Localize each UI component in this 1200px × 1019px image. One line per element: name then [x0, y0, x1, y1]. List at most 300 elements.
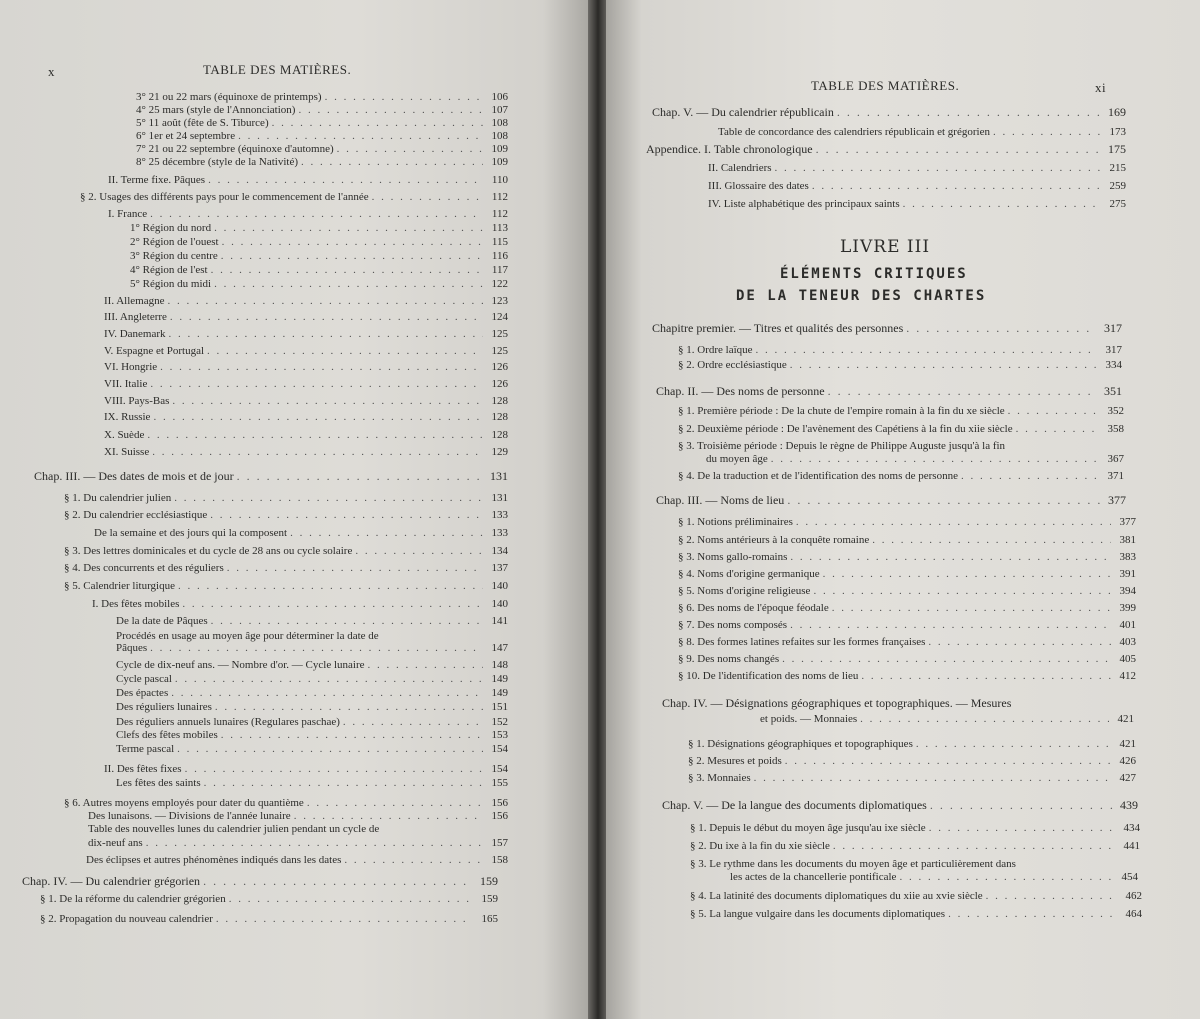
right-top-toc-entry	[708, 180, 1126, 193]
toc-entry-title: Des éclipses et autres phénomènes indiqués dans les dates	[86, 854, 342, 866]
toc-entry-page: 412	[1119, 670, 1136, 682]
toc-entry-page: 159	[481, 893, 498, 905]
left-toc-entry	[104, 429, 508, 442]
left-toc-entry	[130, 236, 508, 249]
toc-entry-page: 141	[491, 615, 508, 627]
dot-leader	[1016, 423, 1099, 436]
dot-leader	[872, 534, 1111, 547]
left-toc-entry	[104, 395, 508, 408]
dot-leader	[790, 551, 1111, 564]
toc-entry-title: § 2. Noms antérieurs à la conquête romaine	[678, 534, 870, 546]
dot-leader	[214, 278, 483, 291]
toc-entry-title: XI. Suisse	[104, 446, 150, 458]
dot-leader	[174, 492, 483, 505]
toc-entry-page: 131	[491, 492, 508, 504]
left-toc-entry	[40, 913, 498, 926]
toc-entry-title: VII. Italie	[104, 378, 148, 390]
dot-leader	[861, 670, 1111, 683]
toc-entry-page: 128	[491, 429, 508, 441]
right-toc-entry	[678, 344, 1122, 357]
toc-entry-page: 441	[1123, 840, 1140, 852]
right-toc-entry	[690, 858, 1138, 871]
livre-title: LIVRE III	[840, 237, 931, 257]
toc-entry-title: § 2. Propagation du nouveau calendrier	[40, 913, 213, 925]
toc-entry-page: 131	[490, 469, 508, 483]
toc-entry-title: Des lunaisons. — Divisions de l'année lunaire	[88, 810, 291, 822]
toc-entry-page: 115	[491, 236, 508, 248]
right-toc-entry	[688, 772, 1136, 785]
dot-leader	[153, 411, 483, 424]
toc-entry-page: 153	[491, 729, 508, 741]
toc-entry-page: 109	[491, 143, 508, 155]
dot-leader	[227, 562, 483, 575]
toc-entry-title: § 4. La latinité des documents diplomatiques du xiie au xvie siècle	[690, 890, 983, 902]
toc-entry-title: § 3. Troisième période : Depuis le règne de Philippe Auguste jusqu'à la fin	[678, 440, 1006, 452]
dot-leader	[860, 713, 1109, 726]
right-toc-entry	[678, 670, 1136, 683]
toc-entry-page: 317	[1104, 321, 1122, 335]
toc-entry-page: 173	[1109, 126, 1126, 138]
right-page	[606, 0, 1200, 1019]
right-toc-entry	[678, 619, 1136, 632]
left-toc-entry	[64, 797, 508, 810]
dot-leader	[928, 636, 1111, 649]
dot-leader	[272, 117, 483, 130]
left-toc-entry	[88, 837, 508, 850]
left-page	[0, 0, 590, 1019]
toc-entry-page: 403	[1119, 636, 1136, 648]
dot-leader	[150, 378, 483, 391]
dot-leader	[796, 516, 1111, 529]
toc-entry-title: II. Des fêtes fixes	[104, 763, 182, 775]
dot-leader	[229, 893, 473, 906]
dot-leader	[171, 687, 483, 700]
dot-leader	[301, 156, 483, 169]
toc-entry-page: 106	[491, 91, 508, 103]
left-toc-entry	[104, 311, 508, 324]
toc-entry-title: Table de concordance des calendriers républicain et grégorien	[718, 126, 990, 138]
dot-leader	[790, 359, 1097, 372]
dot-leader	[215, 701, 483, 714]
dot-leader	[771, 453, 1099, 466]
left-toc-entry	[136, 130, 508, 143]
toc-entry-title: § 1. Depuis le début du moyen âge jusqu'au ixe siècle	[690, 822, 926, 834]
toc-entry-title: Appendice. I. Table chronologique	[646, 142, 813, 156]
right-toc-entry	[678, 470, 1124, 483]
right-toc-entry	[678, 551, 1136, 564]
dot-leader	[813, 585, 1111, 598]
left-toc-entry	[64, 509, 508, 522]
toc-entry-page: 405	[1119, 653, 1136, 665]
toc-entry-page: 352	[1107, 405, 1124, 417]
dot-leader	[185, 763, 483, 776]
toc-entry-title: § 2. Deuxième période : De l'avènement des Capétiens à la fin du xiie siècle	[678, 423, 1013, 435]
toc-entry-page: 108	[491, 117, 508, 129]
toc-entry-page: 126	[491, 361, 508, 373]
dot-leader	[222, 236, 483, 249]
right-top-toc-entry	[718, 126, 1126, 139]
right-toc-entry	[690, 840, 1140, 853]
toc-entry-page: 149	[491, 687, 508, 699]
toc-entry-page: 123	[491, 295, 508, 307]
left-toc-entry	[88, 823, 508, 836]
left-toc-entry	[104, 295, 508, 308]
right-toc-entry	[678, 534, 1136, 547]
toc-entry-page: 126	[491, 378, 508, 390]
left-toc-entry	[136, 143, 508, 156]
left-toc-entry	[92, 598, 508, 611]
left-toc-entry	[130, 278, 508, 291]
dot-leader	[207, 345, 483, 358]
toc-entry-page: 117	[491, 264, 508, 276]
left-toc-entry	[116, 642, 508, 655]
right-toc-entry	[730, 871, 1138, 884]
toc-entry-title: § 3. Des lettres dominicales et du cycle de 28 ans ou cycle solaire	[64, 545, 353, 557]
left-toc-entry	[22, 875, 498, 888]
right-toc-entry	[656, 494, 1126, 507]
dot-leader	[986, 890, 1117, 903]
toc-entry-title: § 1. Notions préliminaires	[678, 516, 793, 528]
right-running-header: TABLE DES MATIÈRES.	[811, 78, 960, 93]
toc-entry-title: Cycle pascal	[116, 673, 172, 685]
toc-entry-page: 108	[491, 130, 508, 142]
dot-leader	[221, 250, 483, 263]
left-toc-entry	[108, 174, 508, 187]
toc-entry-page: 134	[491, 545, 508, 557]
toc-entry-page: 113	[491, 222, 508, 234]
toc-entry-page: 148	[491, 659, 508, 671]
left-toc-entry	[116, 687, 508, 700]
dot-leader	[756, 344, 1097, 357]
toc-entry-page: 421	[1117, 713, 1134, 725]
dot-leader	[337, 143, 483, 156]
dot-leader	[216, 913, 473, 926]
right-toc-entry	[690, 822, 1140, 835]
toc-entry-title: § 2. Mesures et poids	[688, 755, 782, 767]
left-toc-entry	[104, 411, 508, 424]
toc-entry-title: VIII. Pays-Bas	[104, 395, 170, 407]
left-toc-entry	[64, 492, 508, 505]
toc-entry-title: Chap. V. — De la langue des documents diplomatiques	[662, 798, 927, 812]
right-toc-entry	[662, 697, 1134, 710]
dot-leader	[775, 162, 1101, 175]
right-toc-entry	[678, 405, 1124, 418]
toc-entry-page: 377	[1108, 493, 1126, 507]
toc-entry-title: § 4. Noms d'origine germanique	[678, 568, 820, 580]
toc-entry-title: § 10. De l'identification des noms de lieu	[678, 670, 859, 682]
toc-entry-page: 128	[491, 411, 508, 423]
dot-leader	[993, 126, 1101, 139]
toc-entry-title: Des réguliers annuels lunaires (Regulares paschae)	[116, 716, 340, 728]
dot-leader	[290, 527, 483, 540]
dot-leader	[172, 395, 483, 408]
toc-entry-page: 137	[491, 562, 508, 574]
left-toc-entry	[88, 810, 508, 823]
left-toc-entry	[86, 854, 508, 867]
left-toc-entry	[116, 659, 508, 672]
toc-entry-page: 158	[491, 854, 508, 866]
toc-entry-title: § 7. Des noms composés	[678, 619, 788, 631]
dot-leader	[238, 130, 483, 143]
toc-entry-title: IV. Liste alphabétique des principaux saints	[708, 198, 900, 210]
dot-leader	[178, 580, 483, 593]
toc-entry-title: § 2. Du calendrier ecclésiastique	[64, 509, 208, 521]
toc-entry-title: Chap. IV. — Du calendrier grégorien	[22, 874, 201, 888]
right-toc-entry	[652, 322, 1122, 335]
toc-entry-title: Chap. III. — Des dates de mois et de jour	[34, 469, 234, 483]
left-toc-entry	[116, 777, 508, 790]
toc-entry-title: I. Des fêtes mobiles	[92, 598, 180, 610]
toc-entry-title: 3° 21 ou 22 mars (équinoxe de printemps)	[136, 91, 322, 103]
toc-entry-page: 165	[481, 913, 498, 925]
right-toc-entry	[678, 516, 1136, 529]
toc-entry-page: 169	[1108, 105, 1126, 119]
left-toc-entry	[34, 470, 508, 483]
toc-entry-page: 351	[1104, 384, 1122, 398]
toc-entry-title: § 9. Des noms changés	[678, 653, 780, 665]
dot-leader	[294, 810, 483, 823]
toc-entry-page: 454	[1121, 871, 1138, 883]
toc-entry-page: 275	[1109, 198, 1126, 210]
toc-entry-page: 464	[1125, 908, 1142, 920]
toc-entry-page: 133	[491, 527, 508, 539]
dot-leader	[170, 311, 483, 324]
toc-entry-title: § 5. Calendrier liturgique	[64, 580, 175, 592]
toc-entry-title: Table des nouvelles lunes du calendrier julien pendant un cycle de	[88, 823, 380, 835]
right-toc-entry	[678, 423, 1124, 436]
toc-entry-title: Cycle de dix-neuf ans. — Nombre d'or. — Cycle lunaire	[116, 659, 365, 671]
toc-entry-page: 122	[491, 278, 508, 290]
dot-leader	[930, 799, 1113, 812]
dot-leader	[344, 854, 483, 867]
toc-entry-page: 334	[1105, 359, 1122, 371]
toc-entry-page: 125	[491, 328, 508, 340]
toc-entry-title: I. France	[108, 208, 148, 220]
left-toc-entry	[116, 615, 508, 628]
toc-entry-page: 110	[491, 174, 508, 186]
dot-leader	[961, 470, 1099, 483]
toc-entry-page: 317	[1105, 344, 1122, 356]
toc-entry-title: les actes de la chancellerie pontificale	[730, 871, 897, 883]
toc-entry-title: De la date de Pâques	[116, 615, 208, 627]
left-page-number: x	[48, 64, 55, 79]
left-toc-entry	[116, 729, 508, 742]
toc-entry-title: 3° Région du centre	[130, 250, 218, 262]
toc-entry-page: 154	[491, 743, 508, 755]
toc-entry-page: 439	[1120, 798, 1138, 812]
left-toc-entry	[116, 716, 508, 729]
dot-leader	[325, 91, 483, 104]
toc-entry-page: 367	[1107, 453, 1124, 465]
toc-entry-page: 394	[1119, 585, 1136, 597]
toc-entry-title: § 5. La langue vulgaire dans les documents diplomatiques	[690, 908, 946, 920]
dot-leader	[167, 295, 483, 308]
left-toc-entry	[104, 345, 508, 358]
left-toc-entry	[104, 361, 508, 374]
dot-leader	[221, 729, 483, 742]
dot-leader	[372, 191, 483, 204]
toc-entry-page: 391	[1119, 568, 1136, 580]
toc-entry-page: 377	[1119, 516, 1136, 528]
toc-entry-title: § 3. Le rythme dans les documents du moyen âge et particulièrement dans	[690, 858, 1016, 870]
left-toc-entry	[136, 156, 508, 169]
dot-leader	[204, 777, 483, 790]
left-toc-entry	[64, 545, 508, 558]
right-top-toc-entry	[708, 198, 1126, 211]
left-toc-entry	[64, 562, 508, 575]
toc-entry-title: § 6. Autres moyens employés pour dater du quantième	[64, 797, 304, 809]
dot-leader	[203, 875, 473, 888]
dot-leader	[175, 673, 483, 686]
dot-leader	[787, 494, 1101, 507]
toc-entry-title: § 1. Désignations géographiques et topographiques	[688, 738, 913, 750]
toc-entry-title: § 1. De la réforme du calendrier grégorien	[40, 893, 226, 905]
left-toc-entry	[104, 378, 508, 391]
toc-entry-title: § 1. Première période : De la chute de l'empire romain à la fin du xe siècle	[678, 405, 1005, 417]
toc-entry-title: 8° 25 décembre (style de la Nativité)	[136, 156, 299, 168]
toc-entry-page: 140	[491, 580, 508, 592]
right-toc-entry	[690, 908, 1142, 921]
dot-leader	[210, 509, 483, 522]
dot-leader	[782, 653, 1111, 666]
toc-entry-title: 4° Région de l'est	[130, 264, 208, 276]
toc-entry-page: 434	[1123, 822, 1140, 834]
left-toc-entry	[104, 446, 508, 459]
toc-entry-page: 383	[1119, 551, 1136, 563]
toc-entry-page: 215	[1109, 162, 1126, 174]
toc-entry-title: § 8. Des formes latines refaites sur les formes françaises	[678, 636, 926, 648]
right-top-toc-entry	[708, 162, 1126, 175]
right-toc-entry	[678, 602, 1136, 615]
toc-entry-page: 426	[1119, 755, 1136, 767]
toc-entry-title: Chapitre premier. — Titres et qualités des personnes	[652, 321, 904, 335]
toc-entry-page: 149	[491, 673, 508, 685]
dot-leader	[812, 180, 1101, 193]
left-toc-entry	[80, 191, 508, 204]
dot-leader	[828, 385, 1097, 398]
toc-entry-page: 381	[1119, 534, 1136, 546]
left-toc-entry	[104, 763, 508, 776]
book-gutter	[588, 0, 608, 1019]
toc-entry-title: Terme pascal	[116, 743, 175, 755]
toc-entry-title: 4° 25 mars (style de l'Annonciation)	[136, 104, 296, 116]
toc-entry-title: De la semaine et des jours qui la composent	[94, 527, 288, 539]
right-toc-entry	[678, 359, 1122, 372]
toc-entry-page: 399	[1119, 602, 1136, 614]
dot-leader	[916, 738, 1111, 751]
toc-entry-page: 109	[491, 156, 508, 168]
left-running-header: TABLE DES MATIÈRES.	[203, 62, 352, 77]
toc-entry-page: 151	[491, 701, 508, 713]
right-toc-entry	[678, 440, 1124, 453]
toc-entry-title: IV. Danemark	[104, 328, 166, 340]
toc-entry-page: 125	[491, 345, 508, 357]
dot-leader	[903, 198, 1101, 211]
toc-entry-title: V. Espagne et Portugal	[104, 345, 205, 357]
dot-leader	[816, 143, 1101, 156]
right-toc-entry	[688, 738, 1136, 751]
toc-entry-title: III. Angleterre	[104, 311, 167, 323]
toc-entry-page: 462	[1125, 890, 1142, 902]
toc-entry-title: IX. Russie	[104, 411, 151, 423]
toc-entry-page: 124	[491, 311, 508, 323]
left-toc-entry	[136, 91, 508, 104]
right-toc-entry	[678, 585, 1136, 598]
dot-leader	[150, 208, 483, 221]
toc-entry-title: III. Glossaire des dates	[708, 180, 809, 192]
dot-leader	[208, 174, 483, 187]
right-toc-entry	[688, 755, 1136, 768]
left-toc-entry	[108, 208, 508, 221]
toc-entry-title: 7° 21 ou 22 septembre (équinoxe d'automne)	[136, 143, 334, 155]
dot-leader	[307, 797, 483, 810]
dot-leader	[754, 772, 1111, 785]
dot-leader	[214, 222, 483, 235]
dot-leader	[150, 642, 483, 655]
toc-entry-title: X. Suède	[104, 429, 145, 441]
toc-entry-title: § 4. De la traduction et de l'identification des noms de personne	[678, 470, 958, 482]
dot-leader	[211, 615, 483, 628]
dot-leader	[152, 446, 483, 459]
left-toc-entry	[116, 743, 508, 756]
right-toc-entry	[706, 453, 1124, 466]
toc-entry-title: § 1. Ordre laïque	[678, 344, 753, 356]
toc-entry-title: § 3. Monnaies	[688, 772, 751, 784]
dot-leader	[211, 264, 483, 277]
left-toc-entry	[40, 893, 498, 906]
toc-entry-page: 371	[1107, 470, 1124, 482]
right-toc-entry	[678, 568, 1136, 581]
left-toc-entry	[94, 527, 508, 540]
toc-entry-page: 156	[491, 797, 508, 809]
right-toc-entry	[760, 713, 1134, 726]
right-toc-entry	[678, 653, 1136, 666]
toc-entry-page: 152	[491, 716, 508, 728]
toc-entry-page: 116	[491, 250, 508, 262]
dot-leader	[906, 322, 1097, 335]
toc-entry-page: 129	[491, 446, 508, 458]
right-page-number: xi	[1095, 80, 1107, 95]
right-top-toc-entry	[652, 106, 1126, 119]
toc-entry-page: 112	[491, 208, 508, 220]
right-toc-entry	[678, 636, 1136, 649]
toc-entry-title: § 6. Des noms de l'époque féodale	[678, 602, 829, 614]
toc-entry-page: 259	[1109, 180, 1126, 192]
left-toc-entry	[104, 328, 508, 341]
dot-leader	[147, 429, 483, 442]
toc-entry-title: dix-neuf ans	[88, 837, 143, 849]
left-toc-entry	[130, 250, 508, 263]
toc-entry-title: Chap. V. — Du calendrier républicain	[652, 105, 834, 119]
dot-leader	[355, 545, 483, 558]
toc-entry-title: Pâques	[116, 642, 148, 654]
dot-leader	[899, 871, 1113, 884]
toc-entry-page: 358	[1107, 423, 1124, 435]
toc-entry-title: Procédés en usage au moyen âge pour déterminer la date de	[116, 630, 379, 642]
livre-subtitle-1: ÉLÉMENTS CRITIQUES	[780, 266, 968, 282]
toc-entry-title: Des réguliers lunaires	[116, 701, 212, 713]
toc-entry-page: 157	[491, 837, 508, 849]
toc-entry-title: Des épactes	[116, 687, 169, 699]
dot-leader	[169, 328, 484, 341]
toc-entry-title: § 4. Des concurrents et des réguliers	[64, 562, 224, 574]
toc-entry-title: 2° Région de l'ouest	[130, 236, 219, 248]
toc-entry-title: § 3. Noms gallo-romains	[678, 551, 788, 563]
dot-leader	[832, 602, 1111, 615]
toc-entry-title: Chap. IV. — Désignations géographiques et topographiques. — Mesures	[662, 696, 1012, 710]
toc-entry-page: 175	[1108, 142, 1126, 156]
left-toc-entry	[136, 104, 508, 117]
